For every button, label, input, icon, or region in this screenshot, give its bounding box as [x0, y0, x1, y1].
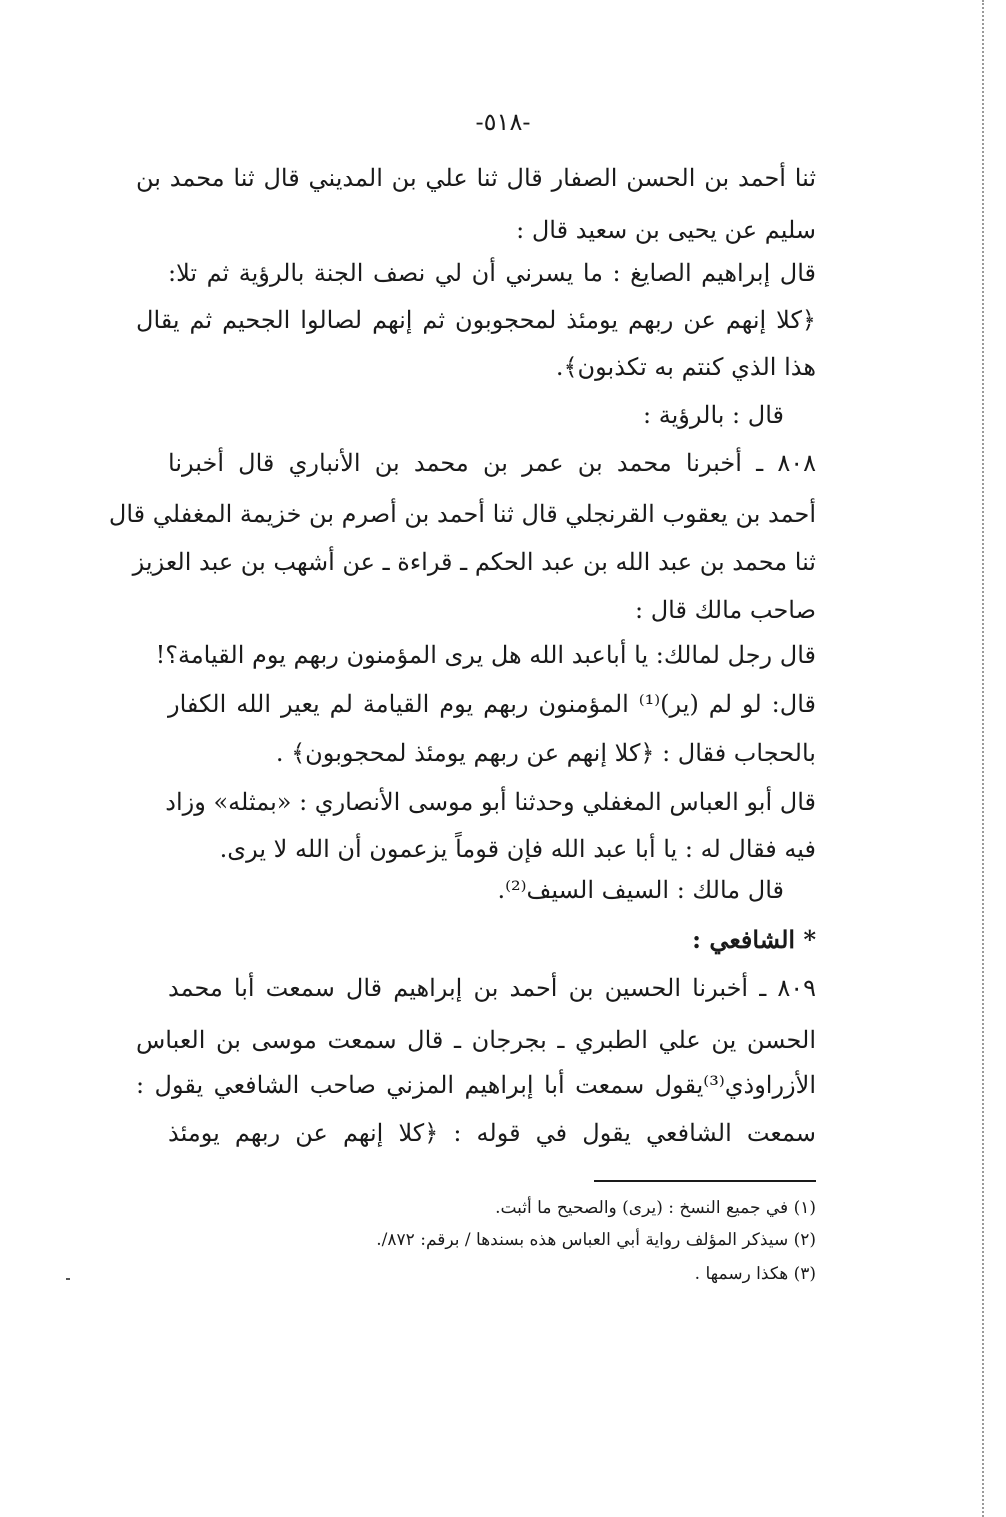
body-line-12: قال: لو لم (ير)⁽¹⁾ المؤمنون ربهم يوم القيامة لم يعير الله الكفار: [168, 690, 816, 718]
body-line-21: سمعت الشافعي يقول في قوله : ﴿كلا إنهم عن ربهم يومئذ: [168, 1119, 816, 1147]
footnote-divider: [594, 1180, 816, 1182]
body-line-18: ٨٠٩ ـ أخبرنا الحسين بن أحمد بن إبراهيم قال سمعت أبا محمد: [168, 974, 816, 1002]
body-line-14: قال أبو العباس المغفلي وحدثنا أبو موسى الأنصاري : «بمثله» وزاد: [165, 788, 816, 816]
body-line-4: ﴿كلا إنهم عن ربهم يومئذ لمحجوبون ثم إنهم لصالوا الجحيم ثم يقال: [136, 306, 816, 334]
body-line-7: ٨٠٨ ـ أخبرنا محمد بن عمر بن محمد بن الأنباري قال أخبرنا: [168, 449, 816, 477]
body-line-2: سليم عن يحيى بن سعيد قال :: [516, 216, 816, 244]
body-line-6: قال : بالرؤية :: [643, 401, 784, 429]
body-line-8: أحمد بن يعقوب القرنجلي قال ثنا أحمد بن أصرم بن خزيمة المغفلي قال: [108, 500, 816, 528]
body-line-10: صاحب مالك قال :: [635, 596, 816, 624]
page-number: -٥١٨-: [475, 108, 531, 136]
page-binding-edge: [980, 0, 984, 1517]
body-line-5: هذا الذي كنتم به تكذبون﴾.: [555, 353, 816, 381]
body-line-15: فيه فقال له : يا أبا عبد الله فإن قوماً يزعمون أن الله لا يرى.: [219, 835, 816, 863]
footnote-1: (١) في جميع النسخ : (يرى) والصحيح ما أثبت.: [495, 1198, 816, 1218]
body-line-13: بالحجاب فقال : ﴿كلا إنهم عن ربهم يومئذ لمحجوبون﴾ .: [275, 739, 816, 767]
footnote-2: (٢) سيذكر المؤلف رواية أبي العباس هذه بسندها / برقم: ٨٧٢/.: [376, 1230, 816, 1250]
scan-speck: [66, 1278, 70, 1280]
body-line-3: قال إبراهيم الصايغ : ما يسرني أن لي نصف الجنة بالرؤية ثم تلا:: [168, 259, 816, 287]
section-heading: * الشافعي :: [692, 925, 816, 954]
body-line-19: الحسن ين علي الطبري ـ بجرجان ـ قال سمعت موسى بن العباس: [136, 1026, 816, 1054]
body-line-16: قال مالك : السيف السيف⁽²⁾.: [497, 876, 784, 904]
body-line-11: قال رجل لمالك: يا أباعبد الله هل يرى المؤمنون ربهم يوم القيامة؟!: [155, 641, 816, 669]
body-line-1: ثنا أحمد بن الحسن الصفار قال ثنا علي بن المديني قال ثنا محمد بن: [136, 164, 816, 192]
body-line-20: الأزراوذي⁽³⁾يقول سمعت أبا إبراهيم المزني صاحب الشافعي يقول :: [136, 1071, 816, 1099]
footnote-3: (٣) هكذا رسمها .: [694, 1264, 816, 1284]
body-line-9: ثنا محمد بن عبد الله بن عبد الحكم ـ قراءة ـ عن أشهب بن عبد العزيز: [132, 548, 816, 576]
